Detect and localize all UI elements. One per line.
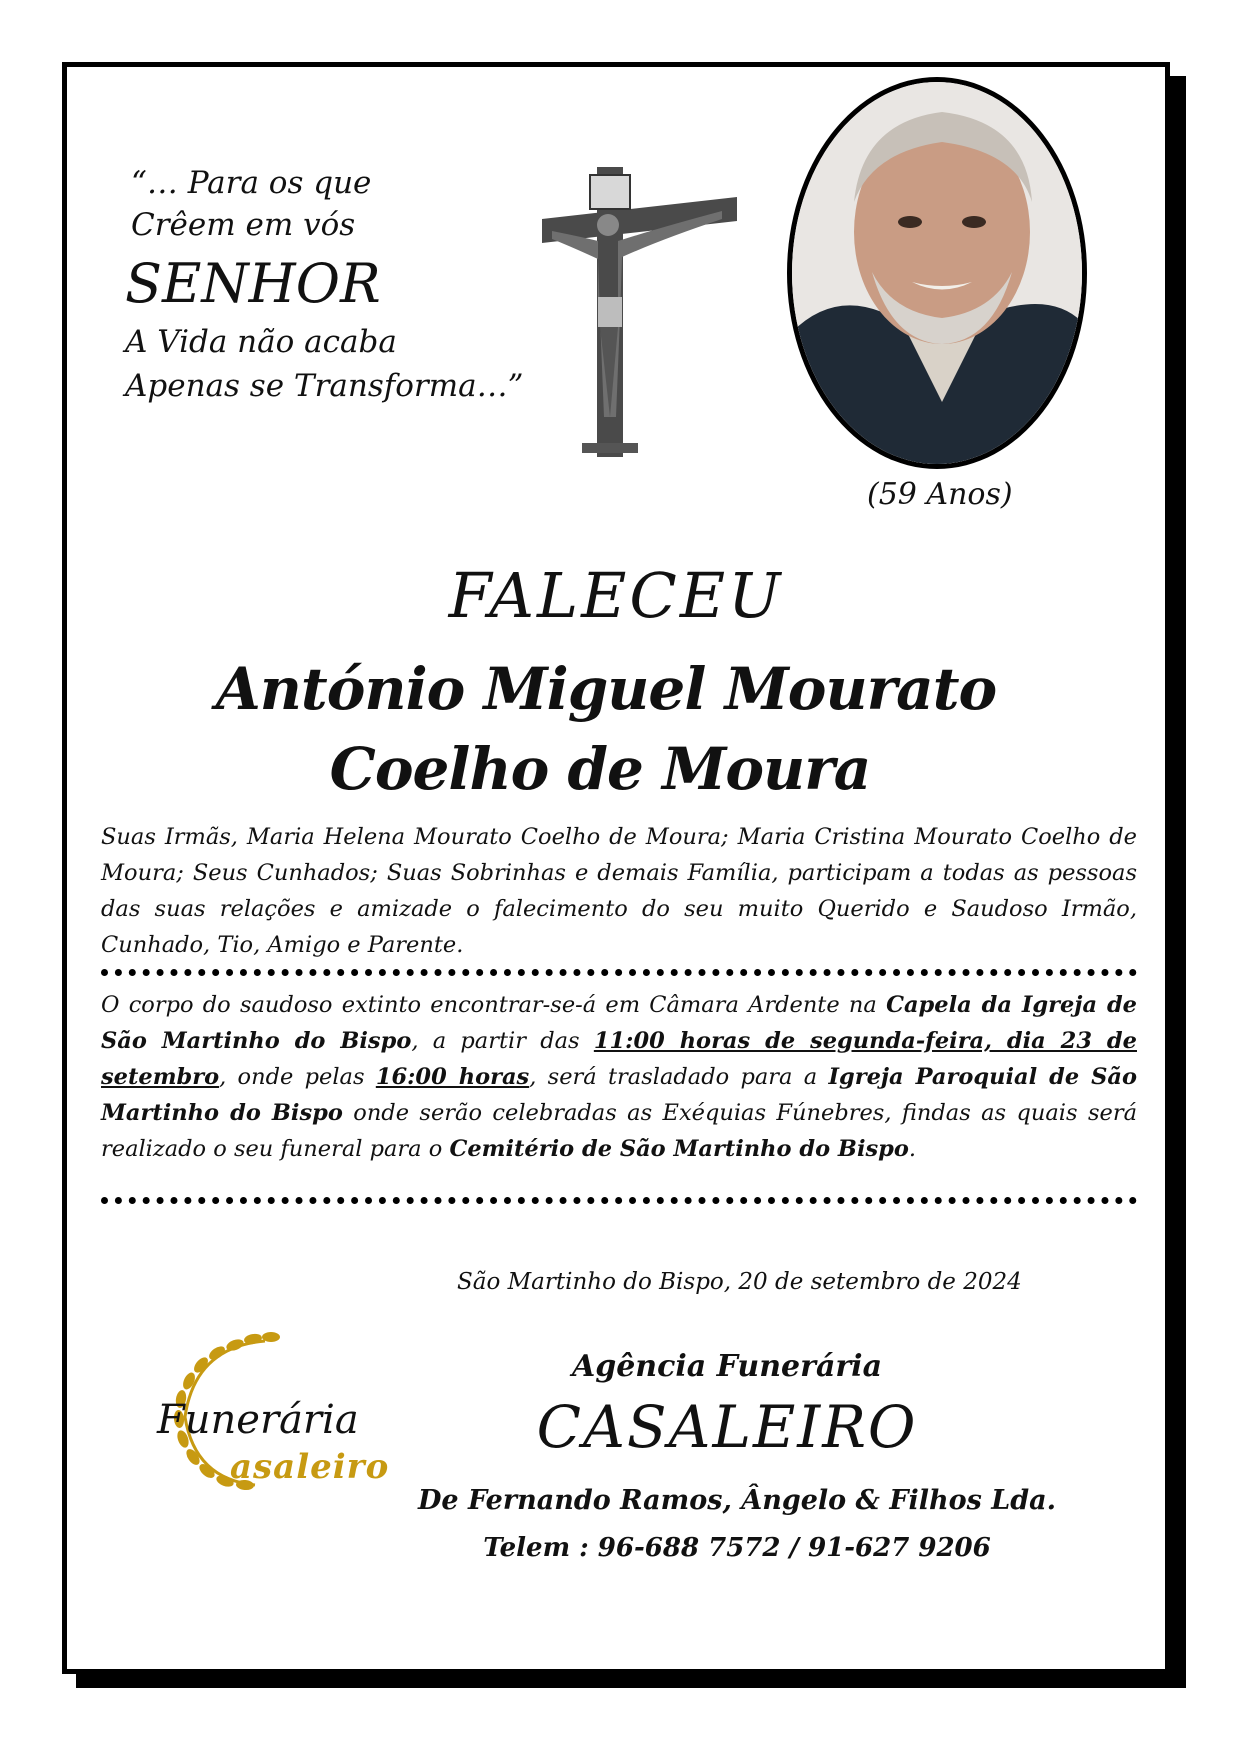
age-label: (59 Anos) xyxy=(867,477,1013,512)
logo-text-funeraria: Funerária xyxy=(157,1397,359,1443)
obituary-card xyxy=(62,62,1170,1674)
logo-text-asaleiro: asaleiro xyxy=(230,1447,390,1487)
religious-quote xyxy=(125,162,523,408)
place-and-date: São Martinho do Bispo, 20 de setembro de 2024 xyxy=(457,1269,1022,1295)
quote-line-5: Apenas se Transforma…” xyxy=(125,368,524,404)
quote-line-3: SENHOR xyxy=(125,252,381,315)
agency-phone: Telem : 96-688 7572 / 91-627 9206 xyxy=(483,1533,991,1563)
dotted-divider xyxy=(101,969,1137,976)
crucifix-icon xyxy=(542,167,737,457)
portrait-photo xyxy=(787,77,1087,469)
agency-subtitle: Agência Funerária xyxy=(571,1349,883,1384)
deceased-name-line-2: Coelho de Moura xyxy=(329,735,871,803)
agency-owners: De Fernando Ramos, Ângelo & Filhos Lda. xyxy=(417,1485,1057,1516)
agency-logo xyxy=(115,1297,405,1497)
deceased-name-line-1: António Miguel Mourato xyxy=(215,655,997,723)
heading-faleceu: FALECEU xyxy=(448,559,784,632)
quote-line-1: “… Para os que xyxy=(131,165,372,201)
portrait-icon xyxy=(792,82,1082,464)
quote-line-4: A Vida não acaba xyxy=(125,324,397,360)
agency-name: CASALEIRO xyxy=(536,1393,918,1461)
funeral-details: O corpo do saudoso extinto encontrar-se-á em Câmara Ardente na Capela da Igreja de São Martinho do Bispo, a partir das 11:00 horas de segunda-feira, dia 23 de setembro, onde pelas 16:00 horas, será trasladado para a Igreja Paroquial de São Martinho do Bispo onde serão celebradas as Exéquias Fúnebres, findas as quais será realizado o seu funeral para o Cemitério de São Martinho do Bispo. xyxy=(101,992,1137,1162)
quote-line-2: Crêem em vós xyxy=(131,207,356,243)
family-announcement: Suas Irmãs, Maria Helena Mourato Coelho de Moura; Maria Cristina Mourato Coelho de Moura; Seus Cunhados; Suas Sobrinhas e demais Família, participam a todas as pessoas das suas relações e amizade o falecimento do seu muito Querido e Saudoso Irmão, Cunhado, Tio, Amigo e Parente. xyxy=(101,824,1137,958)
dotted-divider xyxy=(101,1197,1137,1204)
